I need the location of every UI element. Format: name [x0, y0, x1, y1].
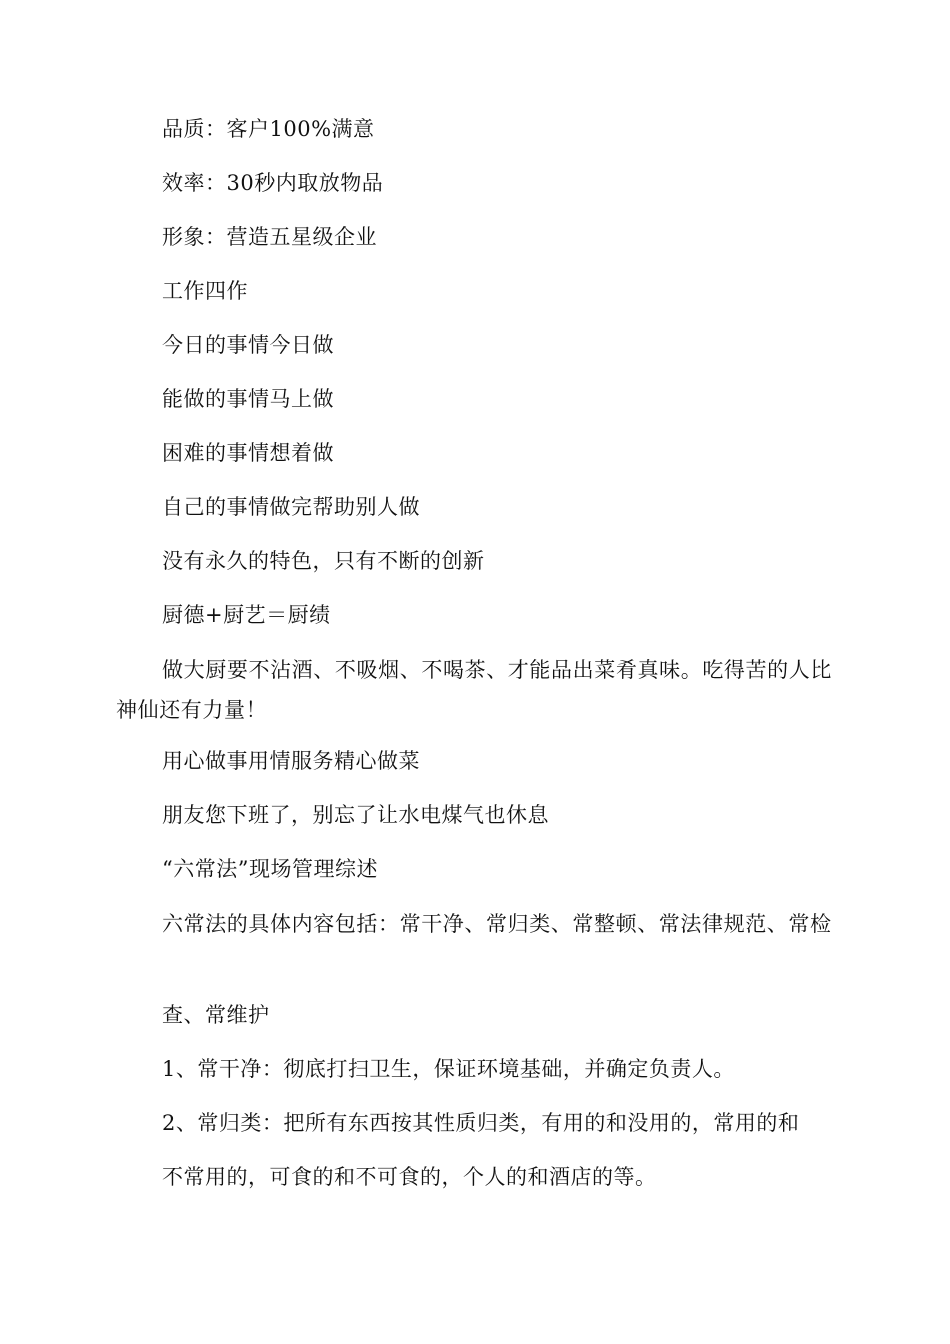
paragraph-six-content: 六常法的具体内容包括：常干净、常归类、常整顿、常法律规范、常检 — [162, 912, 832, 936]
list-item-2-line-2: 不常用的，可食的和不可食的，个人的和酒店的等。 — [162, 1165, 657, 1189]
text-line-today: 今日的事情今日做 — [162, 333, 334, 357]
section-heading: “六常法”现场管理综述 — [162, 857, 378, 881]
text-line-content-continued: 查、常维护 — [162, 1003, 270, 1027]
text-line-efficiency: 效率：30秒内取放物品 — [162, 171, 384, 195]
paragraph-chef-virtue: 做大厨要不沾酒、不吸烟、不喝茶、才能品出菜肴真味。吃得苦的人比神仙还有力量！ — [116, 658, 832, 722]
text-line-image: 形象：营造五星级企业 — [162, 225, 377, 249]
text-line-difficult: 困难的事情想着做 — [162, 441, 334, 465]
text-line-quality: 品质：客户100%满意 — [162, 117, 375, 141]
list-item-2-line-1: 2、常归类：把所有东西按其性质归类，有用的和没用的，常用的和 — [162, 1111, 800, 1135]
text-line-work-four: 工作四作 — [162, 279, 248, 303]
list-item-1: 1、常干净：彻底打扫卫生，保证环境基础，并确定负责人。 — [162, 1057, 735, 1081]
text-line-service: 用心做事用情服务精心做菜 — [162, 749, 420, 773]
text-line-immediately: 能做的事情马上做 — [162, 387, 334, 411]
text-line-reminder: 朋友您下班了，别忘了让水电煤气也休息 — [162, 803, 549, 827]
text-line-innovation: 没有永久的特色，只有不断的创新 — [162, 549, 485, 573]
text-line-chef-formula: 厨德+厨艺＝厨绩 — [162, 603, 331, 627]
text-line-help-others: 自己的事情做完帮助别人做 — [162, 495, 420, 519]
